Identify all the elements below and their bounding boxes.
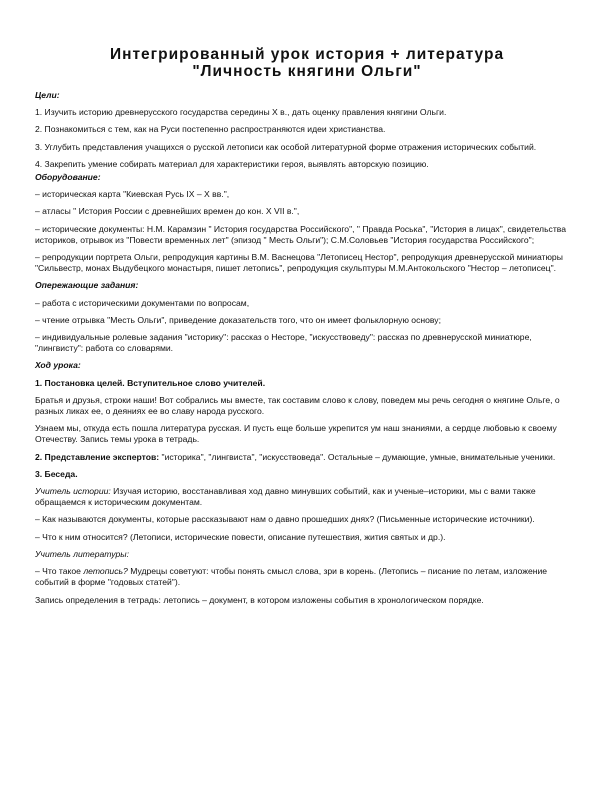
step2-text: "историка", "лингвиста", "искусствоведа". Остальные – думающие, умные, внимательные ученики. — [159, 451, 556, 462]
advance-task-item: – чтение отрывка "Месть Ольги", приведение доказательств того, что он имеет фольклорную основу; — [35, 314, 441, 325]
title-line-1: Интегрированный урок история + литература — [109, 46, 505, 63]
equipment-item: – атласы " История России с древнейших времен до кон. X VII в.", — [35, 206, 300, 217]
advance-tasks-heading: Опережающие задания: — [35, 280, 139, 291]
equipment-item: – репродукции портрета Ольги, репродукция картины В.М. Васнецова "Летописец Нестор", репродукция древнерусской миниатюры "Сильвестр, монах Выдубецкого монастыря, пишет летопись", репродукция скульптуры М.М.Антокольского "Нестор – летописец". — [35, 252, 563, 274]
advance-task-item: – индивидуальные ролевые задания "историку": рассказ о Несторе, "искусствоведу": рассказ по древнерусской миниатюре, "лингвисту": работа со словарями. — [35, 332, 532, 354]
q3-start: – Что такое — [35, 566, 84, 577]
question-paragraph: – Что к ним относится? (Летописи, исторические повести, описание путешествия, жития святых и др.). — [35, 531, 446, 542]
step2-label: 2. Представление экспертов: — [35, 451, 160, 462]
q3-rest: Мудрецы советуют: чтобы понять смысл слова, зри в корень. (Летопись – писание по летам, изложение событий в форме "годовых статей"). — [35, 566, 548, 588]
question-paragraph — [35, 566, 579, 588]
document-body — [35, 90, 579, 606]
step1-paragraph: Братья и друзья, строки наши! Вот собрались мы вместе, так составим слово к слову, поведем мы речь сегодня о княгине Ольге, о разных ликах ее, о деяниях ее во славу народа русского. — [35, 394, 560, 417]
history-teacher-label: Учитель истории: — [35, 486, 111, 497]
equipment-item: – историческая карта "Киевская Русь IX – X вв.", — [35, 189, 230, 200]
step3-heading: 3. Беседа. — [35, 468, 78, 479]
definition-paragraph: Запись определения в тетрадь: летопись – документ, в котором изложены события в хронологическом порядке. — [35, 594, 484, 605]
history-teacher-paragraph — [35, 486, 579, 508]
lesson-heading: Ход урока: — [35, 360, 81, 371]
question-paragraph: – Как называются документы, которые рассказывают нам о давно прошедших днях? (Письменные исторические источники). — [35, 514, 535, 525]
goal-item: 1. Изучить историю древнерусского государства середины X в., дать оценку правления княгини Ольги. — [35, 107, 447, 118]
step1-heading: 1. Постановка целей. Вступительное слово учителей. — [35, 377, 266, 388]
step2-paragraph — [35, 452, 579, 463]
document-page — [35, 46, 579, 612]
goals-heading: Цели: — [35, 90, 60, 100]
page-title — [35, 46, 579, 80]
history-teacher-text: Изучая историю, восстанавливая ход давно минувших событий, как и ученые–историки, мы с вами также обращаемся к историческим документам. — [35, 486, 536, 508]
advance-task-item: – работа с историческими документами по вопросам, — [35, 297, 250, 308]
goal-item: 4. Закрепить умение собирать материал для характеристики героя, выявлять авторскую позицию. — [35, 158, 429, 169]
title-line-2: "Личность княгини Ольги" — [192, 63, 422, 80]
q3-term: летопись? — [83, 566, 128, 577]
equipment-item: – исторические документы: Н.М. Карамзин " История государства Российского", " Правда Роська", "История в лицах", свидетельства историков, отрывок из "Повести временных лет" (эпизод " Месть Ольги"); С.М.Соловьев "История государства Российского"; — [35, 223, 567, 245]
goal-item: 2. Познакомиться с тем, как на Руси постепенно распространяются идеи христианства. — [35, 124, 386, 135]
step1-paragraph: Узнаем мы, откуда есть пошла литература русская. И пусть еще больше укрепится ум наш знаниями, а сердце любовью к своему Отечеству. Запись темы урока в тетрадь. — [35, 423, 557, 445]
lit-teacher-label: Учитель литературы: — [35, 548, 130, 559]
goal-item: 3. Углубить представления учащихся о русской летописи как особой литературной форме отражения исторических событий. — [35, 141, 537, 152]
equipment-heading: Оборудование: — [35, 172, 101, 183]
